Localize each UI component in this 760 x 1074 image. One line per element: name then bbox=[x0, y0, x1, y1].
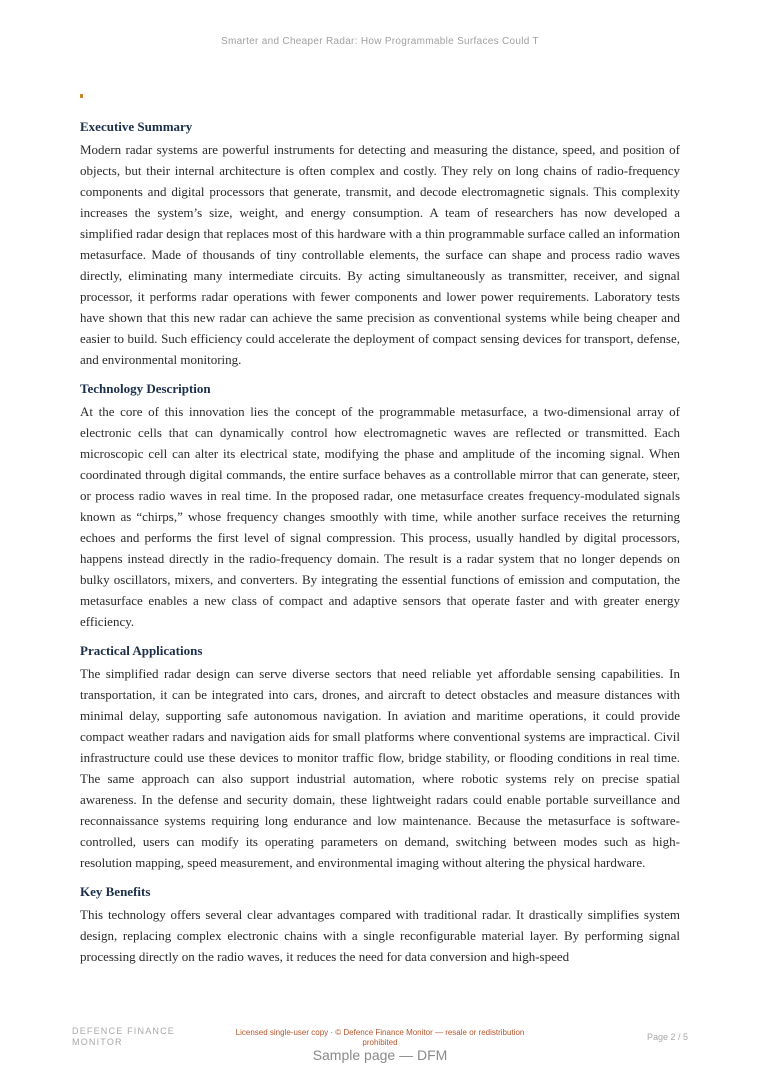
section-heading: Practical Applications bbox=[80, 643, 203, 658]
footer-brand bbox=[72, 1026, 175, 1048]
section-heading: Technology Description bbox=[80, 381, 211, 396]
section-paragraph: At the core of this innovation lies the concept of the programmable metasurface, a two-dimensional array of electronic cells that can dynamically control how electromagnetic waves are reflected or transmitted. Each microscopic cell can alter its electrical state, modifying the phase and amplitude of the incoming signal. When coordinated through digital commands, the entire surface behaves as a controllable mirror that can generate, steer, or process radio waves in real time. In the proposed radar, one metasurface creates frequency-modulated signals known as “chirps,” whose frequency changes smoothly with time, while another surface receives the returning echoes and performs the first level of signal compression. This process, usually handled by digital processors, happens instead directly in the radio-frequency domain. The result is a radar system that no longer depends on bulky oscillators, mixers, and converters. By integrating the essential functions of emission and computation, the metasurface enables a new class of compact and adaptive sensors that operate faster and with greater energy efficiency. bbox=[80, 404, 680, 629]
section-paragraph: The simplified radar design can serve diverse sectors that need reliable yet affordable sensing capabilities. In transportation, it can be integrated into cars, drones, and aircraft to detect obstacles and measure distances with minimal delay, supporting safe autonomous navigation. In aviation and maritime operations, it could provide compact weather radars and navigation aids for small platforms where conventional systems are impractical. Civil infrastructure could use these devices to monitor traffic flow, bridge stability, or flooding conditions in real time. The same approach can also support industrial automation, where robotic systems rely on precise spatial awareness. In the defense and security domain, these lightweight radars could enable portable surveillance and reconnaissance systems requiring long endurance and low maintenance. Because the metasurface is software-controlled, users can modify its operating parameters on demand, switching between modes such as high-resolution mapping, speed measurement, and environmental imaging without altering the physical hardware. bbox=[80, 666, 680, 870]
footer-brand-line-1: DEFENCE FINANCE bbox=[72, 1026, 176, 1036]
footer-brand-line-2: MONITOR bbox=[72, 1037, 123, 1047]
section-paragraph: This technology offers several clear advantages compared with traditional radar. It drastically simplifies system design, replacing complex electronic chains with a single reconfigurable material layer. By performing signal processing directly on the radio waves, it reduces the need for data conversion and high-speed bbox=[80, 907, 680, 964]
running-header-title: Smarter and Cheaper Radar: How Programmable Surfaces Could T bbox=[221, 36, 539, 47]
section-heading: Key Benefits bbox=[80, 884, 151, 899]
section-executive-summary bbox=[80, 117, 680, 370]
accent-mark bbox=[80, 94, 83, 98]
document-body bbox=[80, 113, 680, 976]
sample-page-label: Sample page — DFM bbox=[312, 1047, 448, 1063]
section-paragraph: Modern radar systems are powerful instruments for detecting and measuring the distance, speed, and position of objects, but their internal architecture is often complex and costly. They rely on long chains of radio-frequency components and digital processors that generate, transmit, and decode electromagnetic signals. This complexity increases the system’s size, weight, and energy consumption. A team of researchers has now developed a simplified radar design that replaces most of this hardware with a thin programmable surface called an information metasurface. Made of thousands of tiny controllable elements, the surface can shape and process radio waves directly, eliminating many intermediate circuits. By acting simultaneously as transmitter, receiver, and signal processor, it performs radar operations with fewer components and lower power requirements. Laboratory tests have shown that this new radar can achieve the same precision as conventional systems while being cheaper and easier to build. Such efficiency could accelerate the deployment of compact sensing devices for transport, defense, and environmental monitoring. bbox=[80, 142, 680, 367]
section-technology-description bbox=[80, 379, 680, 632]
footer-license-notice: Licensed single-user copy · © Defence Finance Monitor — resale or redistribution prohibited bbox=[235, 1028, 525, 1047]
footer-page-number: Page 2 / 5 bbox=[646, 1032, 688, 1042]
section-practical-applications bbox=[80, 641, 680, 873]
section-heading: Executive Summary bbox=[80, 119, 193, 134]
section-key-benefits bbox=[80, 882, 680, 967]
